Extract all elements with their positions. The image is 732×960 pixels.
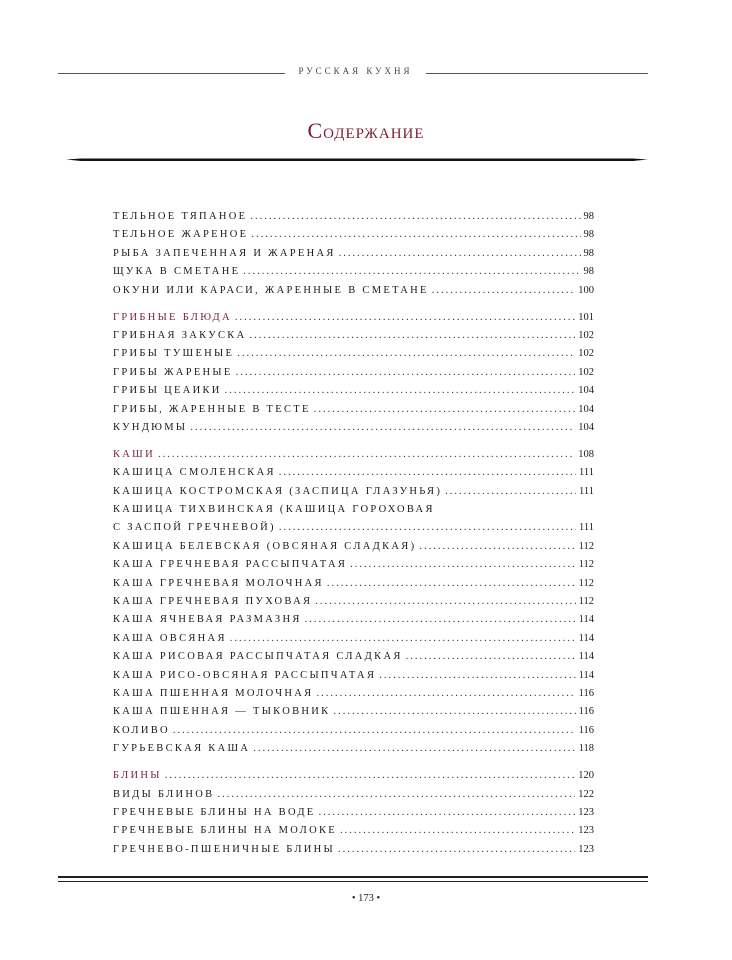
toc-entry-title: КАША ГРЕЧНЕВАЯ РАССЫПЧАТАЯ: [113, 559, 348, 571]
toc-entry[interactable]: [113, 556, 594, 574]
section-gap: [113, 759, 594, 768]
toc-page-number: 123: [578, 806, 594, 818]
toc-entry[interactable]: [113, 630, 594, 648]
toc-page-number: 112: [578, 540, 594, 552]
toc-dot-leader: [217, 786, 575, 804]
toc-entry[interactable]: [113, 667, 594, 685]
toc-entry-title: ГРИБЫ ЖАРЕНЫЕ: [113, 366, 233, 378]
toc-page-number: 98: [583, 247, 594, 259]
toc-dot-leader: [432, 282, 576, 300]
toc-entry[interactable]: [113, 208, 594, 226]
toc-entry-title: ГРЕЧНЕВО-ПШЕНИЧНЫЕ БЛИНЫ: [113, 843, 335, 855]
toc-dot-leader: [327, 575, 576, 593]
toc-page-number: 122: [578, 788, 594, 800]
toc-entry-title: БЛИНЫ: [113, 770, 162, 782]
toc-dot-leader: [165, 767, 576, 785]
toc-entry[interactable]: [113, 483, 594, 501]
toc-page-number: 102: [578, 329, 594, 341]
toc-entry-title: С ЗАСПОЙ ГРЕЧНЕВОЙ): [113, 522, 276, 534]
toc-page-number: 104: [578, 421, 594, 433]
toc-dot-leader: [315, 593, 575, 611]
toc-page-number: 104: [578, 403, 594, 415]
toc-page-number: 116: [578, 687, 594, 699]
title-ornament-rule: [66, 158, 648, 164]
toc-entry[interactable]: [113, 740, 594, 758]
header-rule-right: [426, 73, 648, 74]
toc-entry-title: РЫБА ЗАПЕЧЕННАЯ И ЖАРЕНАЯ: [113, 247, 336, 259]
toc-entry[interactable]: [113, 648, 594, 666]
toc-dot-leader: [419, 538, 575, 556]
toc-entry[interactable]: [113, 401, 594, 419]
toc-entry-title: КАША ПШЕННАЯ МОЛОЧНАЯ: [113, 687, 314, 699]
toc-page-number: 101: [578, 311, 594, 323]
toc-entry-title: КАША РИСО-ОВСЯНАЯ РАССЫПЧАТАЯ: [113, 669, 377, 681]
toc-entry-title: ОКУНИ ИЛИ КАРАСИ, ЖАРЕННЫЕ В СМЕТАНЕ: [113, 284, 429, 296]
toc-dot-leader: [237, 345, 575, 363]
toc-entry-title: КАШИ: [113, 448, 155, 460]
toc-page-number: 108: [578, 448, 594, 460]
toc-entry[interactable]: [113, 327, 594, 345]
table-of-contents: [113, 208, 594, 859]
running-head: РУССКАЯ КУХНЯ: [298, 66, 413, 76]
toc-section-heading[interactable]: [113, 309, 594, 327]
toc-dot-leader: [314, 401, 576, 419]
toc-dot-leader: [251, 226, 580, 244]
toc-entry[interactable]: [113, 364, 594, 382]
toc-page-number: 112: [578, 559, 594, 571]
toc-page-number: 102: [578, 366, 594, 378]
toc-entry-title: КУНДЮМЫ: [113, 421, 188, 433]
toc-page-number: 118: [578, 743, 594, 755]
toc-entry-title: ГРИБЫ ЦЕАИКИ: [113, 385, 222, 397]
toc-dot-leader: [279, 519, 576, 537]
toc-entry[interactable]: [113, 382, 594, 400]
toc-entry[interactable]: [113, 841, 594, 859]
toc-page-number: 114: [578, 651, 594, 663]
toc-page-number: 114: [578, 614, 594, 626]
toc-dot-leader: [445, 483, 576, 501]
toc-page-number: 114: [578, 632, 594, 644]
toc-page-number: 102: [578, 348, 594, 360]
toc-dot-leader: [338, 841, 575, 859]
toc-entry[interactable]: [113, 245, 594, 263]
toc-dot-leader: [379, 667, 575, 685]
toc-page-number: 112: [578, 577, 594, 589]
toc-entry-title: ГРИБНЫЕ БЛЮДА: [113, 311, 232, 323]
toc-page-number: 116: [578, 706, 594, 718]
toc-dot-leader: [253, 740, 575, 758]
toc-entry-title: КАША РИСОВАЯ РАССЫПЧАТАЯ СЛАДКАЯ: [113, 651, 403, 663]
toc-entry[interactable]: [113, 611, 594, 629]
toc-dot-leader: [243, 263, 580, 281]
toc-entry[interactable]: [113, 722, 594, 740]
footer-rule-thin: [58, 881, 648, 882]
toc-entry-title: КАША ГРЕЧНЕВАЯ МОЛОЧНАЯ: [113, 577, 324, 589]
toc-page-number: 98: [583, 266, 594, 278]
toc-entry[interactable]: [113, 538, 594, 556]
toc-page-number: 114: [578, 669, 594, 681]
toc-page-number: 116: [578, 724, 594, 736]
toc-entry-title: ЩУКА В СМЕТАНЕ: [113, 266, 241, 278]
toc-entry[interactable]: [113, 345, 594, 363]
toc-dot-leader: [230, 630, 576, 648]
page-title: Содержание: [307, 118, 425, 143]
toc-page-number: 123: [578, 843, 594, 855]
toc-entry-title: ГРЕЧНЕВЫЕ БЛИНЫ НА ВОДЕ: [113, 806, 316, 818]
header-rule-left: [58, 73, 285, 74]
toc-dot-leader: [250, 208, 580, 226]
toc-entry[interactable]: [113, 703, 594, 721]
toc-dot-leader: [236, 364, 576, 382]
toc-dot-leader: [249, 327, 575, 345]
toc-entry[interactable]: [113, 786, 594, 804]
toc-dot-leader: [158, 446, 575, 464]
toc-entry-title: КАША ЯЧНЕВАЯ РАЗМАЗНЯ: [113, 614, 302, 626]
toc-page-number: 98: [583, 211, 594, 222]
toc-page-number: 112: [578, 596, 594, 607]
toc-dot-leader: [333, 703, 575, 721]
toc-page-number: 111: [579, 522, 594, 534]
toc-entry[interactable]: [113, 226, 594, 244]
toc-entry-title: ГРИБЫ ТУШЕНЫЕ: [113, 348, 235, 360]
toc-entry-title: ГРЕЧНЕВЫЕ БЛИНЫ НА МОЛОКЕ: [113, 825, 337, 837]
toc-entry-title: КАШИЦА БЕЛЕВСКАЯ (ОВСЯНАЯ СЛАДКАЯ): [113, 540, 417, 552]
toc-page-number: 100: [578, 284, 594, 296]
section-gap: [113, 300, 594, 309]
toc-dot-leader: [406, 648, 576, 666]
toc-entry[interactable]: [113, 464, 594, 482]
toc-dot-leader: [339, 245, 581, 263]
toc-entry-title: ГУРЬЕВСКАЯ КАША: [113, 743, 251, 755]
toc-page-number: 104: [578, 385, 594, 397]
toc-page-number: 123: [578, 825, 594, 837]
toc-entry[interactable]: [113, 419, 594, 437]
toc-entry-title: КАША ГРЕЧНЕВАЯ ПУХОВАЯ: [113, 596, 313, 607]
toc-dot-leader: [190, 419, 575, 437]
toc-entry-title: ВИДЫ БЛИНОВ: [113, 788, 215, 800]
toc-page-number: 98: [583, 229, 594, 241]
toc-section-heading[interactable]: [113, 767, 594, 785]
toc-entry-title: КАШИЦА ТИХВИНСКАЯ (КАШИЦА ГОРОХОВАЯ: [113, 504, 435, 516]
toc-entry-title: КАША ПШЕННАЯ — ТЫКОВНИК: [113, 706, 331, 718]
toc-entry[interactable]: [113, 501, 594, 519]
section-gap: [113, 437, 594, 446]
toc-dot-leader: [305, 611, 576, 629]
toc-dot-leader: [235, 309, 575, 327]
toc-entry[interactable]: [113, 282, 594, 300]
toc-page-number: 120: [578, 770, 594, 782]
toc-entry-title: ТЕЛЬНОЕ ЖАРЕНОЕ: [113, 229, 249, 241]
toc-page-number: 111: [579, 485, 594, 497]
toc-entry-title: ГРИБНАЯ ЗАКУСКА: [113, 329, 247, 341]
toc-entry-title: ГРИБЫ, ЖАРЕННЫЕ В ТЕСТЕ: [113, 403, 311, 415]
toc-dot-leader: [350, 556, 575, 574]
toc-section-heading[interactable]: [113, 446, 594, 464]
toc-dot-leader: [225, 382, 576, 400]
toc-entry-title: КАШИЦА КОСТРОМСКАЯ (ЗАСПИЦА ГЛАЗУНЬЯ): [113, 485, 443, 497]
toc-page-number: 111: [579, 467, 594, 479]
toc-entry-title: КОЛИВО: [113, 724, 170, 736]
toc-dot-leader: [319, 804, 576, 822]
toc-entry-title: КАША ОВСЯНАЯ: [113, 632, 227, 644]
toc-entry-title: ТЕЛЬНОЕ ТЯПАНОЕ: [113, 211, 248, 222]
toc-entry[interactable]: [113, 593, 594, 611]
toc-dot-leader: [316, 685, 575, 703]
toc-dot-leader: [279, 464, 576, 482]
toc-entry[interactable]: [113, 822, 594, 840]
toc-entry-title: КАШИЦА СМОЛЕНСКАЯ: [113, 467, 276, 479]
toc-entry[interactable]: [113, 263, 594, 281]
footer-rule-thick: [58, 876, 648, 878]
toc-entry[interactable]: [113, 685, 594, 703]
toc-dot-leader: [340, 822, 575, 840]
toc-entry[interactable]: [113, 804, 594, 822]
toc-entry[interactable]: [113, 575, 594, 593]
page-number: • 173 •: [351, 893, 381, 904]
toc-dot-leader: [173, 722, 576, 740]
toc-entry[interactable]: [113, 519, 594, 537]
